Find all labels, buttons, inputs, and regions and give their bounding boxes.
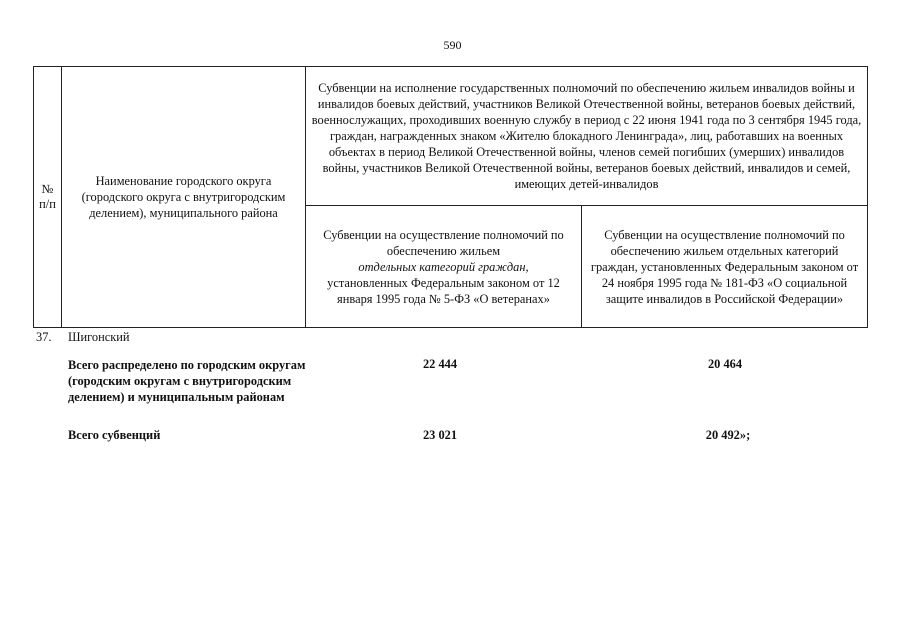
header-name-cell xyxy=(62,67,306,328)
header-sub-b-cell xyxy=(582,206,868,328)
header-main-label: Субвенции на исполнение государственных полномочий по обеспечению жильем инвалидов войны и инвалидов боевых действий, участников Великой Отечественной войны, ветеранов боевых действий, военнослужащих, проходивших военную службу в период с 22 июня 1941 года по 3 сентября 1945 года, граждан, награжденных знаком «Жителю блокадного Ленинграда», лиц, работавших на военных объектах в период Великой Отечественной войны, членов семей погибших (умерших) инвалидов войны, участников Великой Отечественной войны, ветеранов боевых действий, инвалидов и семей, имеющих детей-инвалидов xyxy=(311,81,862,191)
total-subsidies-value-a: 23 021 xyxy=(422,428,458,442)
header-number-cell xyxy=(34,67,62,328)
page-number: 590 xyxy=(443,38,462,52)
total-subsidies-value-b: 20 492»; xyxy=(705,428,751,442)
header-sub-a-line1: Субвенции на осуществление полномочий по обеспечению жильем xyxy=(323,227,564,258)
total-distributed-label: Всего распределено по городским округам (городским округам с внутригородским делением) и муниципальным районам xyxy=(68,358,306,404)
header-sub-b-label: Субвенции на осуществление полномочий по обеспечению жильем отдельных категорий граждан, установленных Федеральным законом от 24 ноября 1995 года № 181-ФЗ «О социальной защите инвалидов в Российской Федерации» xyxy=(590,227,859,306)
header-main-cell xyxy=(306,67,868,206)
row-number: 37. xyxy=(36,330,52,344)
total-distributed-value-a: 22 444 xyxy=(422,357,458,371)
header-name-label: Наименование городского округа (городского округа с внутригородским делением), муниципального района xyxy=(81,174,286,220)
row-name: Шигонский xyxy=(68,330,130,344)
header-sub-a-line3: установленных Федеральным законом от 12 января 1995 года № 5-ФЗ «О ветеранах» xyxy=(327,275,560,306)
total-subsidies-label: Всего субвенций xyxy=(68,428,161,442)
header-number-label: № п/п xyxy=(39,182,56,211)
header-sub-a-cell xyxy=(306,206,582,328)
header-sub-a-line2: отдельных категорий граждан, xyxy=(358,259,529,274)
subsidy-table xyxy=(33,66,868,328)
total-distributed-value-b: 20 464 xyxy=(707,357,743,371)
